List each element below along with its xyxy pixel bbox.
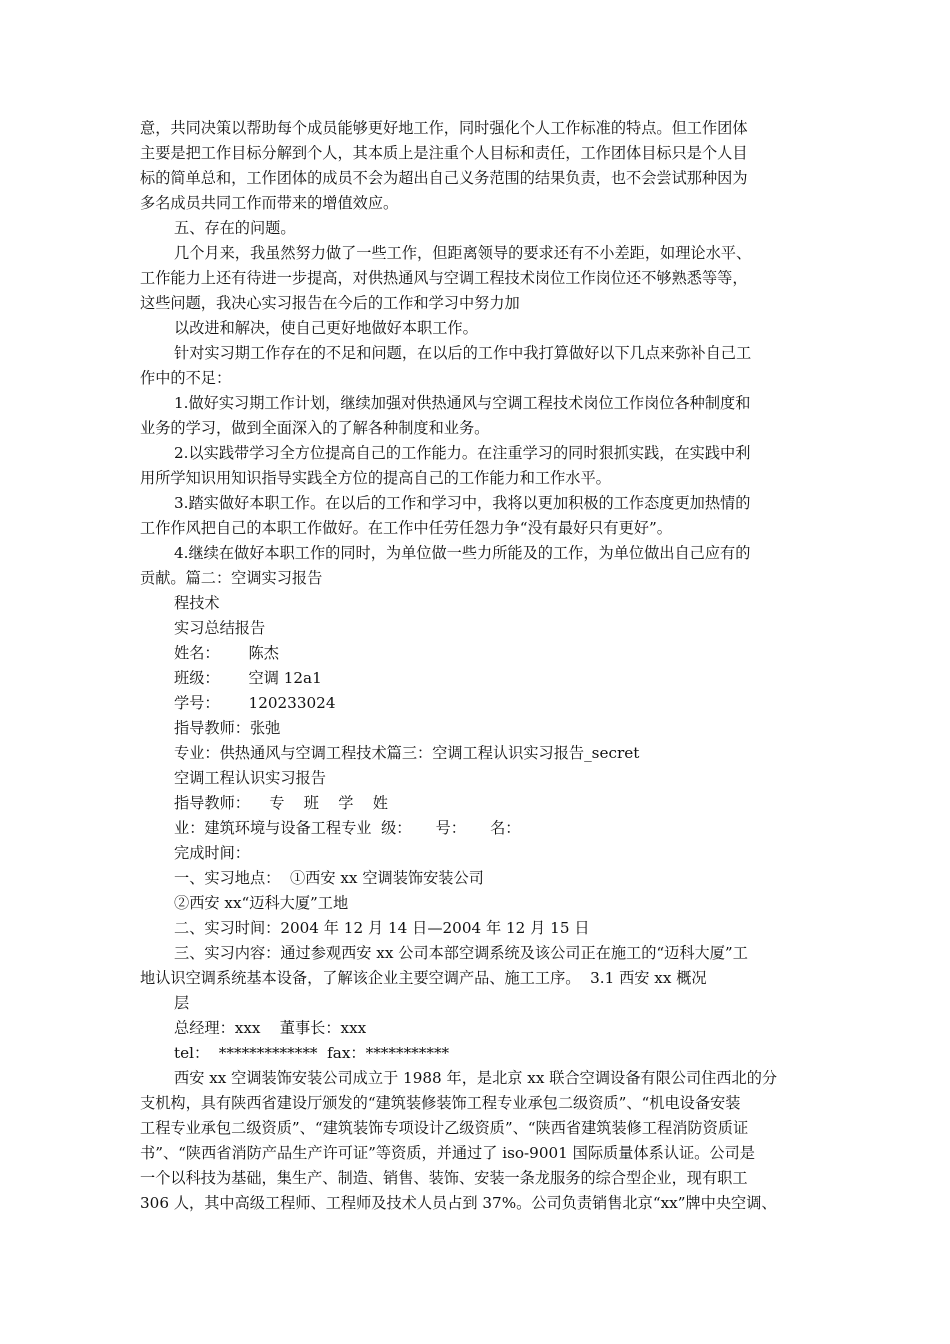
- text-line: 业：建筑环境与设备工程专业 级： 号： 名：: [174, 819, 521, 837]
- advisor-field: 指导教师：张弛: [174, 719, 281, 737]
- text-line: 这些问题，我决心实习报告在今后的工作和学习中努力加: [140, 294, 520, 312]
- text-line: 工作能力上还有待进一步提高，对供热通风与空调工程技术岗位工作岗位还不够熟悉等等，: [140, 269, 748, 287]
- text-line: 程技术: [174, 594, 220, 612]
- text-line: 用所学知识用知识指导实践全方位的提高自己的工作能力和工作水平。: [140, 469, 611, 487]
- text-line: 二、实习时间：2004 年 12 月 14 日—2004 年 12 月 15 日: [174, 919, 590, 937]
- text-line: 作中的不足：: [140, 369, 232, 387]
- text-line: 主要是把工作目标分解到个人，其本质上是注重个人目标和责任，工作团体目标只是个人目: [140, 144, 748, 162]
- text-line: 总经理：xxx 董事长：xxx: [174, 1019, 367, 1037]
- major-field: 专业：供热通风与空调工程技术篇三：空调工程认识实习报告_secret: [174, 744, 640, 762]
- text-line: 针对实习期工作存在的不足和问题，在以后的工作中我打算做好以下几点来弥补自己工: [174, 344, 752, 362]
- text-line: 标的简单总和，工作团体的成员不会为超出自己义务范围的结果负责，也不会尝试那种因为: [140, 169, 748, 187]
- student-id-field: 学号： 120233024: [174, 694, 336, 712]
- text-line: 4.继续在做好本职工作的同时，为单位做一些力所能及的工作，为单位做出自己应有的: [174, 544, 751, 562]
- section-heading: 五、存在的问题。: [174, 219, 296, 237]
- text-line: 几个月来，我虽然努力做了一些工作，但距离领导的要求还有不小差距，如理论水平、: [174, 244, 752, 262]
- text-line: 支机构，具有陕西省建设厅颁发的“建筑装修装饰工程专业承包二级资质”、“机电设备安装: [140, 1094, 741, 1112]
- class-field: 班级： 空调 12a1: [174, 669, 322, 687]
- name-field: 姓名： 陈杰: [174, 644, 279, 662]
- text-line: 三、实习内容：通过参观西安 xx 公司本部空调系统及该公司正在施工的“迈科大厦”工: [174, 944, 748, 962]
- completion-time-field: 完成时间：: [174, 844, 250, 862]
- text-line: 多名成员共同工作而带来的增值效应。: [140, 194, 399, 212]
- text-line: 以改进和解决，使自己更好地做好本职工作。: [174, 319, 478, 337]
- text-line: 306 人，其中高级工程师、工程师及技术人员占到 37%。公司负责销售北京“xx”牌中央空调、: [140, 1194, 777, 1212]
- text-line: 1.做好实习期工作计划，继续加强对供热通风与空调工程技术岗位工作岗位各种制度和: [174, 394, 751, 412]
- text-line: 层: [174, 994, 190, 1012]
- text-line: 一、实习地点： ①西安 xx 空调装饰安装公司: [174, 869, 484, 887]
- text-line: 贡献。篇二：空调实习报告: [140, 569, 323, 587]
- report-title: 空调工程认识实习报告: [174, 769, 326, 787]
- text-line: 3.踏实做好本职工作。在以后的工作和学习中，我将以更加积极的工作态度更加热情的: [174, 494, 751, 512]
- text-line: ②西安 xx“迈科大厦”工地: [174, 894, 349, 912]
- text-line: 西安 xx 空调装饰安装公司成立于 1988 年，是北京 xx 联合空调设备有限公司住西北的分: [174, 1069, 778, 1087]
- text-line: 书”、“陕西省消防产品生产许可证”等资质，并通过了 iso-9001 国际质量体系认证。公司是: [140, 1144, 755, 1162]
- text-line: 地认识空调系统基本设备，了解该企业主要空调产品、施工工序。 3.1 西安 xx 概况: [140, 969, 707, 987]
- text-line: tel： ************* fax：***********: [174, 1044, 450, 1062]
- text-line: 一个以科技为基础，集生产、制造、销售、装饰、安装一条龙服务的综合型企业，现有职工: [140, 1169, 748, 1187]
- text-line: 2.以实践带学习全方位提高自己的工作能力。在注重学习的同时狠抓实践，在实践中利: [174, 444, 751, 462]
- report-title: 实习总结报告: [174, 619, 266, 637]
- text-line: 意，共同决策以帮助每个成员能够更好地工作，同时强化个人工作标准的特点。但工作团体: [140, 119, 748, 137]
- text-line: 业务的学习，做到全面深入的了解各种制度和业务。: [140, 419, 490, 437]
- text-line: 指导教师： 专 班 学 姓: [174, 794, 388, 812]
- text-line: 工作作风把自己的本职工作做好。在工作中任劳任怨力争“没有最好只有更好”。: [140, 519, 672, 537]
- text-line: 工程专业承包二级资质”、“建筑装饰专项设计乙级资质”、“陕西省建筑装修工程消防资质证: [140, 1119, 749, 1137]
